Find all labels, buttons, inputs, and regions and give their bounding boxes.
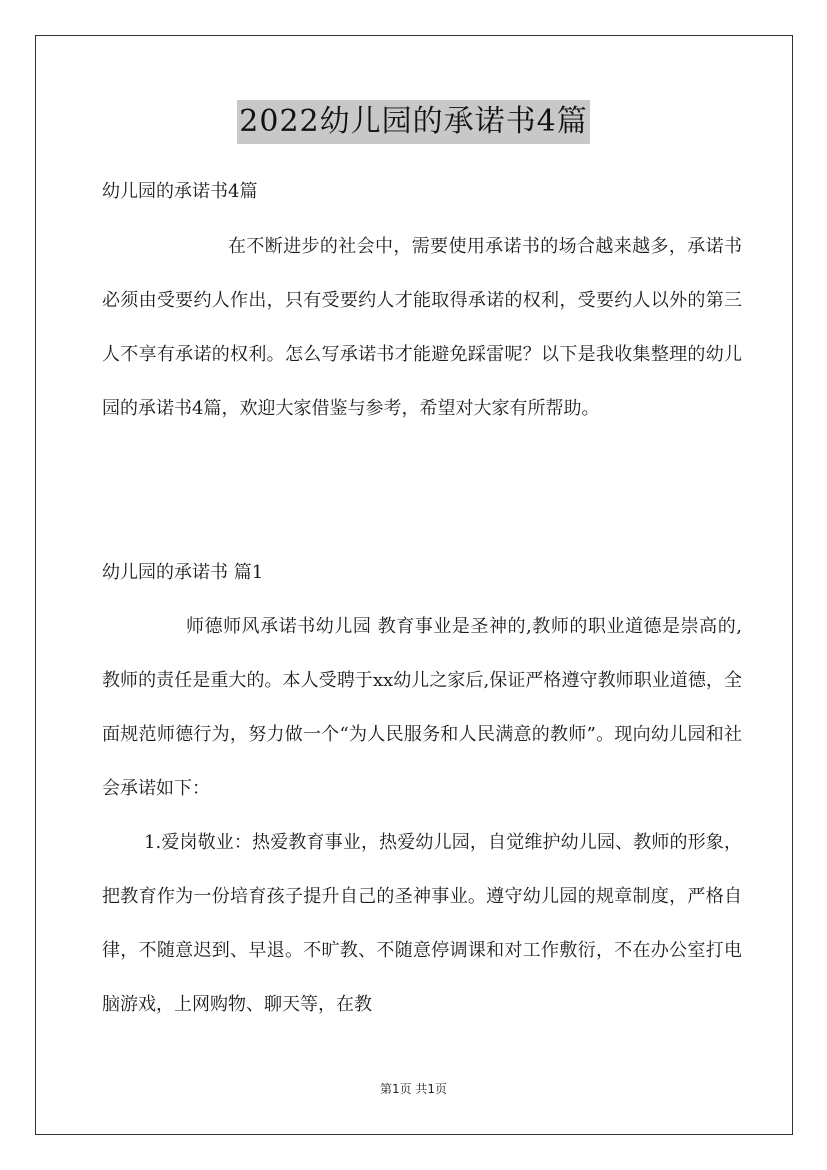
section-heading: 幼儿园的承诺书 篇1 — [102, 562, 264, 583]
title-container — [0, 100, 827, 144]
commitment-item: 1.爱岗敬业：热爱教育事业，热爱幼儿园，自觉维护幼儿园、教师的形象，把教育作为一份培育孩子提升自己的圣神事业。遵守幼儿园的规章制度，严格自律，不随意迟到、早退。不旷教、不随意停调课和对工作敷衍，不在办公室打电脑游戏，上网购物、聊天等，在教 — [102, 832, 742, 1015]
document-subtitle: 幼儿园的承诺书4篇 — [102, 181, 258, 202]
intro-paragraph: 在不断进步的社会中，需要使用承诺书的场合越来越多，承诺书必须由受要约人作出，只有受要约人才能取得承诺的权利，受要约人以外的第三人不享有承诺的权利。怎么写承诺书才能避免踩雷呢？以下是我收集整理的幼儿园的承诺书4篇，欢迎大家借鉴与参考，希望对大家有所帮助。 — [102, 236, 742, 419]
intro-paragraph-container — [102, 220, 742, 436]
page-footer: 第1页 共1页 — [379, 1082, 448, 1096]
document-title: 2022幼儿园的承诺书4篇 — [237, 100, 589, 144]
section-body — [102, 600, 742, 1032]
section-paragraph: 师德师风承诺书幼儿园 教育事业是圣神的,教师的职业道德是崇高的,教师的责任是重大的。本人受聘于xx幼儿之家后,保证严格遵守教师职业道德，全面规范师德行为，努力做一个“为人民服务和人民满意的教师”。现向幼儿园和社会承诺如下： — [102, 616, 742, 799]
